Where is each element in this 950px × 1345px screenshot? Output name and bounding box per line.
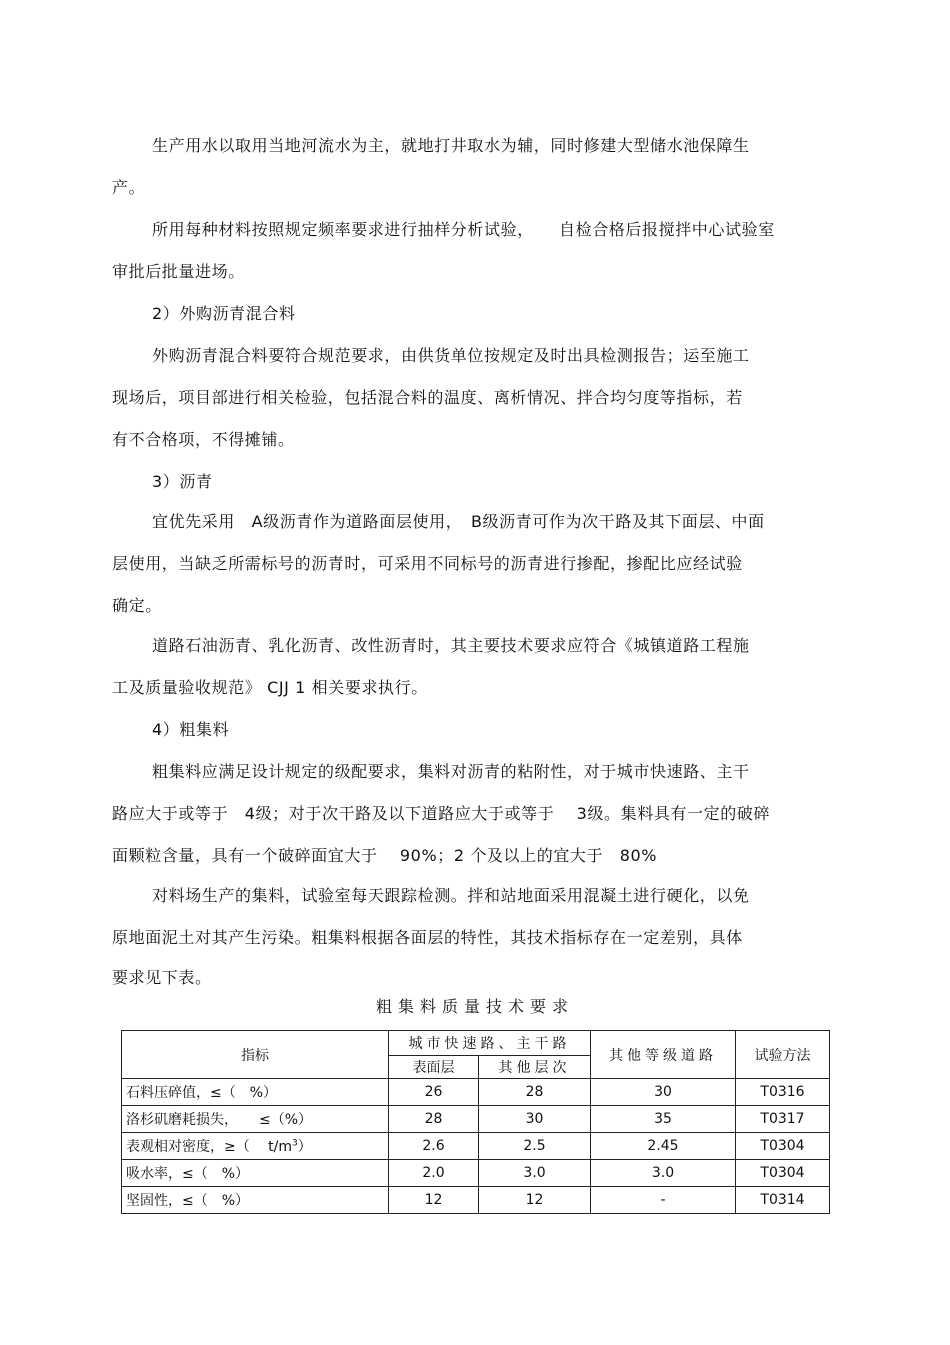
table-row xyxy=(122,1160,830,1187)
row-label-superscript: 3 xyxy=(292,1138,298,1149)
body-text-line: 外购沥青混合料要符合规范要求，由供货单位按规定及时出具检测报告；运至施工 xyxy=(152,346,750,365)
body-text-line: 工及质量验收规范》 CJJ 1 相关要求执行。 xyxy=(112,678,428,697)
table-row xyxy=(122,1133,830,1160)
row-label: 石料压碎值，≤（ %） xyxy=(122,1079,389,1106)
body-text-line: 宜优先采用 A级沥青作为道路面层使用， B级沥青可作为次干路及其下面层、中面 xyxy=(152,512,765,531)
body-text-line: 路应大于或等于 4级；对于次干路及以下道路应大于或等于 3级。集料具有一定的破碎 xyxy=(112,804,771,823)
header-other-roads: 其他等级道路 xyxy=(591,1031,736,1079)
header-group: 城市快速路、主干路 xyxy=(389,1031,591,1056)
cell-grade: - xyxy=(591,1187,736,1214)
table-row xyxy=(122,1079,830,1106)
body-text-line: 对料场生产的集料，试验室每天跟踪检测。拌和站地面采用混凝土进行硬化，以免 xyxy=(152,886,750,905)
cell-surface: 2.6 xyxy=(389,1133,479,1160)
body-text-line: 面颗粒含量，具有一个破碎面宜大于 90%；2 个及以上的宜大于 80% xyxy=(112,846,658,865)
section-heading: 4）粗集料 xyxy=(152,720,230,739)
row-label: 坚固性，≤（ %） xyxy=(122,1187,389,1214)
cell-method: T0317 xyxy=(736,1106,830,1133)
body-text-line: 生产用水以取用当地河流水为主，就地打井取水为辅，同时修建大型储水池保障生 xyxy=(152,136,750,155)
cell-grade: 35 xyxy=(591,1106,736,1133)
cell-grade: 2.45 xyxy=(591,1133,736,1160)
body-text-line: 所用每种材料按照规定频率要求进行抽样分析试验， 自检合格后报搅拌中心试验室 xyxy=(152,220,775,239)
header-method: 试验方法 xyxy=(736,1031,830,1079)
spec-table xyxy=(121,1030,830,1214)
cell-method: T0314 xyxy=(736,1187,830,1214)
header-surface: 表面层 xyxy=(389,1056,479,1079)
body-text-line: 粗集料应满足设计规定的级配要求，集料对沥青的粘附性，对于城市快速路、主干 xyxy=(152,762,750,781)
cell-grade: 30 xyxy=(591,1079,736,1106)
table-header-row xyxy=(122,1031,830,1056)
body-text-line: 要求见下表。 xyxy=(112,968,212,987)
cell-surface: 26 xyxy=(389,1079,479,1106)
cell-other: 30 xyxy=(479,1106,591,1133)
body-text-line: 审批后批量进场。 xyxy=(112,262,245,281)
table-row xyxy=(122,1187,830,1214)
cell-surface: 2.0 xyxy=(389,1160,479,1187)
cell-surface: 28 xyxy=(389,1106,479,1133)
body-text-line: 道路石油沥青、乳化沥青、改性沥青时，其主要技术要求应符合《城镇道路工程施 xyxy=(152,636,750,655)
cell-method: T0304 xyxy=(736,1160,830,1187)
row-label xyxy=(122,1133,389,1160)
row-label-text: 表观相对密度，≥（ t/m xyxy=(126,1139,293,1155)
cell-other: 12 xyxy=(479,1187,591,1214)
cell-method: T0316 xyxy=(736,1079,830,1106)
cell-other: 2.5 xyxy=(479,1133,591,1160)
body-text-line: 产。 xyxy=(112,178,146,197)
table-caption: 粗集料质量技术要求 xyxy=(375,997,574,1016)
row-label-end: ） xyxy=(297,1139,312,1155)
row-label: 吸水率，≤（ %） xyxy=(122,1160,389,1187)
cell-surface: 12 xyxy=(389,1187,479,1214)
cell-other: 3.0 xyxy=(479,1160,591,1187)
cell-method: T0304 xyxy=(736,1133,830,1160)
cell-grade: 3.0 xyxy=(591,1160,736,1187)
body-text-line: 确定。 xyxy=(112,596,162,615)
header-other-layers: 其他层次 xyxy=(479,1056,591,1079)
body-text-line: 有不合格项，不得摊铺。 xyxy=(112,430,295,449)
body-text-line: 层使用，当缺乏所需标号的沥青时，可采用不同标号的沥青进行掺配，掺配比应经试验 xyxy=(112,554,743,573)
body-text-line: 现场后，项目部进行相关检验，包括混合料的温度、离析情况、拌合均匀度等指标，若 xyxy=(112,388,743,407)
section-heading: 2）外购沥青混合料 xyxy=(152,304,296,323)
header-indicator: 指标 xyxy=(122,1031,389,1079)
row-label: 洛杉矶磨耗损失， ≤（%） xyxy=(122,1106,389,1133)
cell-other: 28 xyxy=(479,1079,591,1106)
section-heading: 3）沥青 xyxy=(152,472,213,491)
table-row xyxy=(122,1106,830,1133)
body-text-line: 原地面泥土对其产生污染。粗集料根据各面层的特性，其技术指标存在一定差别，具体 xyxy=(112,928,743,947)
